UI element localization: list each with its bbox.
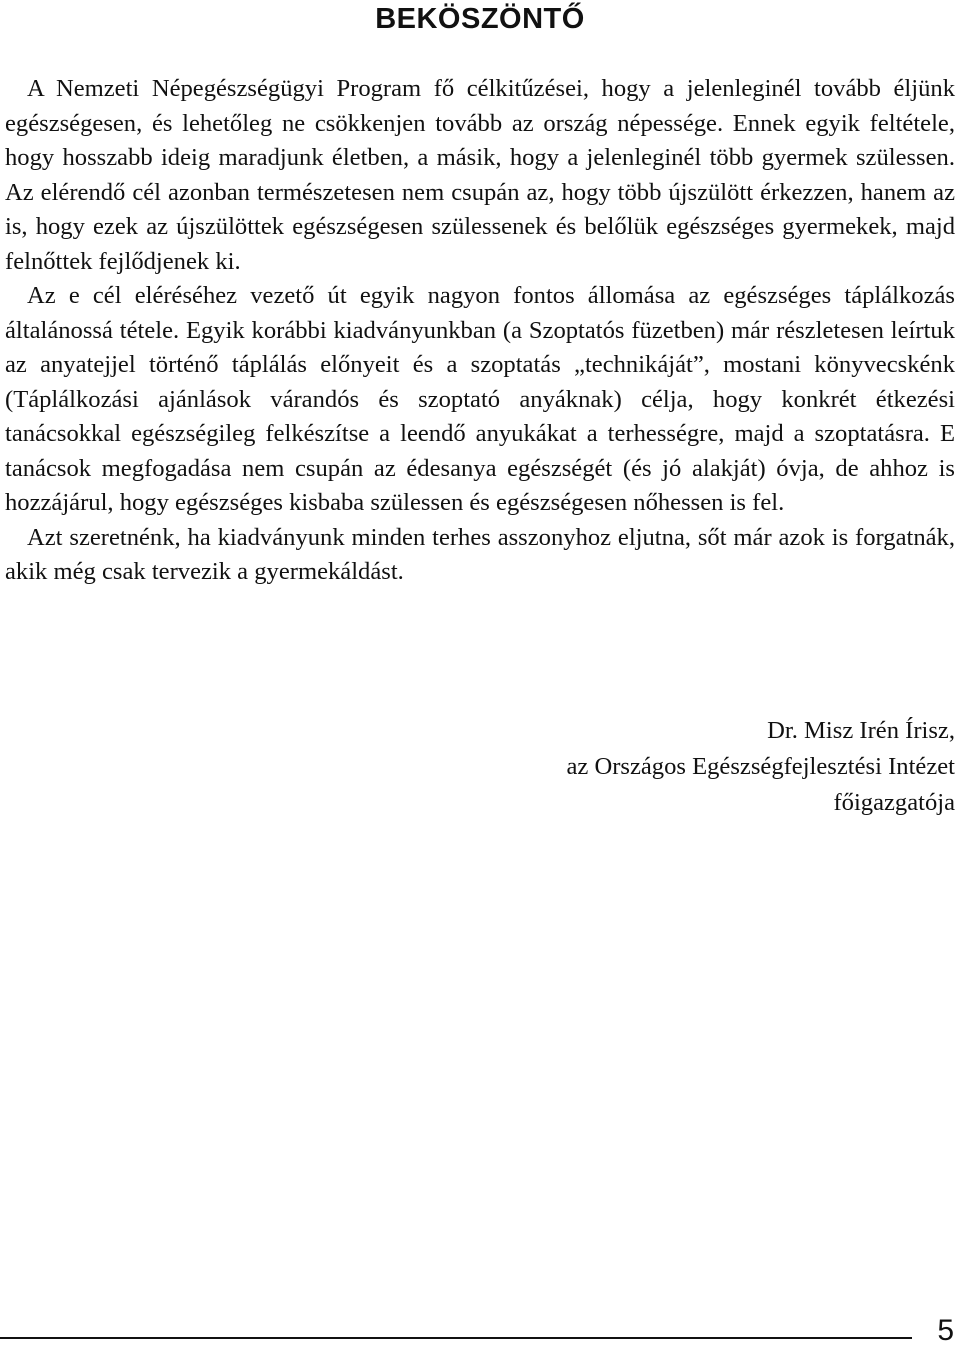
paragraph-2: Az e cél eléréséhez vezető út egyik nagyon fontos állomása az egészséges táplálkozás általánossá tétele. Egyik korábbi kiadványunkban (a Szoptatós füzetben) már részletesen leírtuk az anyatejjel történő táplálás előnyeit és a szoptatás „technikáját”, mostani könyvecskénk (Táplálkozási ajánlások várandós és szoptató anyáknak) célja, hogy konkrét étkezési tanácsokkal egészségileg felkészítse a leendő anyukákat a terhességre, majd a szoptatásra. E tanácsok megfogadása nem csupán az édesanya egészségét (és jó alakját) óvja, de ahhoz is hozzájárul, hogy egészséges kisbaba szülessen és egészségesen nőhessen is fel. bbox=[5, 282, 955, 516]
signature-block bbox=[355, 713, 955, 821]
page-title: BEKÖSZÖNTŐ bbox=[375, 3, 585, 35]
footer-rule bbox=[0, 1337, 912, 1339]
page-number: 5 bbox=[937, 1314, 954, 1347]
signature-institution: az Országos Egészségfejlesztési Intézet bbox=[566, 753, 955, 780]
paragraph-3: Azt szeretnénk, ha kiadványunk minden terhes asszonyhoz eljutna, sőt már azok is forgatnák, akik még csak tervezik a gyermekáldást. bbox=[5, 523, 955, 585]
signature-role: főigazgatója bbox=[833, 789, 955, 816]
body-text bbox=[5, 72, 955, 590]
signature-name: Dr. Misz Irén Írisz, bbox=[767, 717, 955, 744]
paragraph-1: A Nemzeti Népegészségügyi Program fő célkitűzései, hogy a jelenleginél tovább éljünk egészségesen, és lehetőleg ne csökkenjen tovább az ország népessége. Ennek egyik feltétele, hogy hosszabb ideig maradjunk életben, a másik, hogy a jelenleginél több gyermek szülessen. Az elérendő cél azonban természetesen nem csupán az, hogy több újszülött érkezzen, hanem az is, hogy ezek az újszülöttek egészségesen szülessenek és belőlük egészséges gyermekek, majd felnőttek fejlődjenek ki. bbox=[5, 75, 955, 275]
